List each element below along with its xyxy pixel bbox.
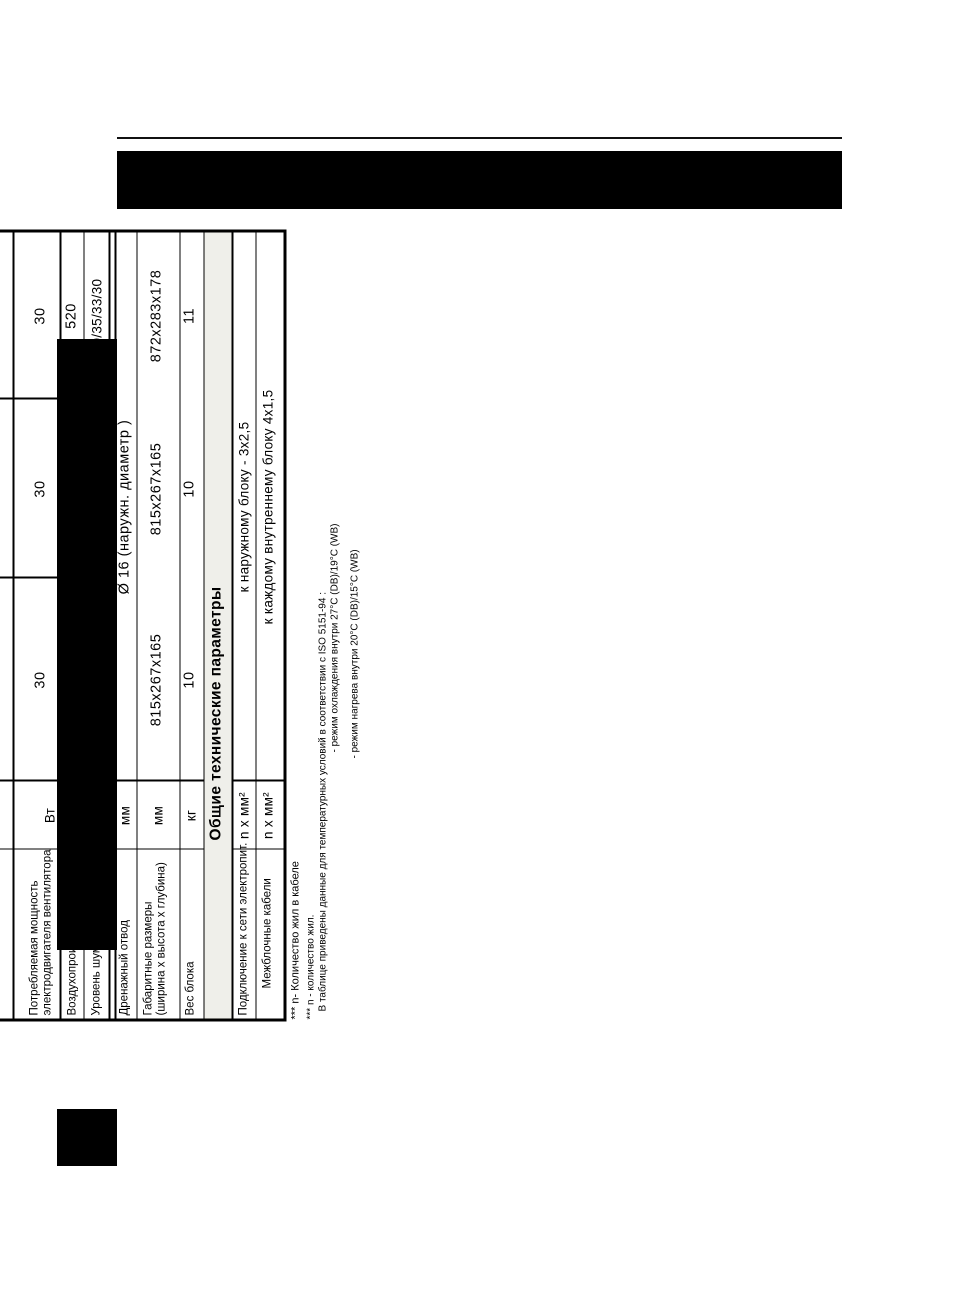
general-power-value: к наружному блоку - 3x2,5 (236, 421, 252, 593)
general-cable-value: к каждому внутреннему блоку 4x1,5 (260, 389, 276, 625)
row-airflow-09: 480 (63, 476, 80, 502)
row-noise-09: 37/35/32/29 (89, 451, 105, 527)
note-conditions: В таблице приведены данные для температурных условий в соответствии с ISO 5151-94 : (317, 592, 329, 1012)
top-rule (117, 137, 842, 139)
row-dims-param: Габаритные размеры (ширина х высота х глубина) (142, 862, 168, 1016)
row-noise-param: Уровень шума (90, 938, 103, 1016)
row-weight-unit: кг (183, 809, 199, 822)
general-cable-param: Межблочные кабели (261, 878, 274, 989)
row-weight-09: 10 (181, 480, 198, 498)
row-noise-unit: dB (A) (89, 795, 105, 836)
row-dims-unit: мм (150, 805, 166, 826)
row-dims-12: 872x283x178 (148, 269, 165, 363)
row-airflow-unit: м³/ч (65, 802, 81, 829)
row-power-unit: Вт (42, 807, 58, 824)
row-power-09: 30 (32, 480, 49, 498)
general-cable-unit: n x мм² (260, 792, 276, 839)
note-cable-cores: *** n- Количество жил в кабеле (289, 861, 302, 1020)
general-power-unit: n x мм² (236, 792, 252, 839)
row-drain-param: Дренажный отвод (118, 920, 131, 1016)
note-heating: - режим нагрева внутри 20°C (DB)/15°C (WB) (349, 549, 361, 759)
row-weight-07: 10 (181, 671, 198, 689)
note-cores: *** n - количество жил. (305, 914, 317, 1020)
row-airflow-12: 520 (63, 303, 80, 329)
spec-table-rotated (0, 227, 370, 1167)
general-power-param: Подключение к сети электропит. (237, 842, 250, 1016)
row-weight-param: Вес блока (184, 961, 197, 1016)
row-drain-unit: мм (117, 805, 133, 826)
row-dims-09: 815x267x165 (148, 442, 165, 536)
row-noise-07: 37/35/32/29 (89, 642, 105, 718)
general-section-title: Общие технические параметры (207, 586, 225, 841)
row-power-12: 30 (32, 307, 49, 325)
row-power-07: 30 (32, 671, 49, 689)
row-drain-merged: Ø 16 (наружн. диаметр ) (116, 419, 133, 595)
row-dims-07: 815x267x165 (148, 633, 165, 727)
row-airflow-param: Воздухопроизводительность (max) (66, 829, 79, 1016)
header-banner (117, 151, 842, 209)
row-airflow-07: 480 (63, 667, 80, 693)
row-weight-12: 11 (181, 307, 198, 325)
row-noise-12: 40/35/33/30 (89, 278, 105, 354)
row-power-param: Потребляемая мощность электродвигателя вентилятора (28, 849, 54, 1016)
note-cooling: - режим охлаждения внутри 27°C (DB)/19°C (WB) (329, 523, 341, 753)
